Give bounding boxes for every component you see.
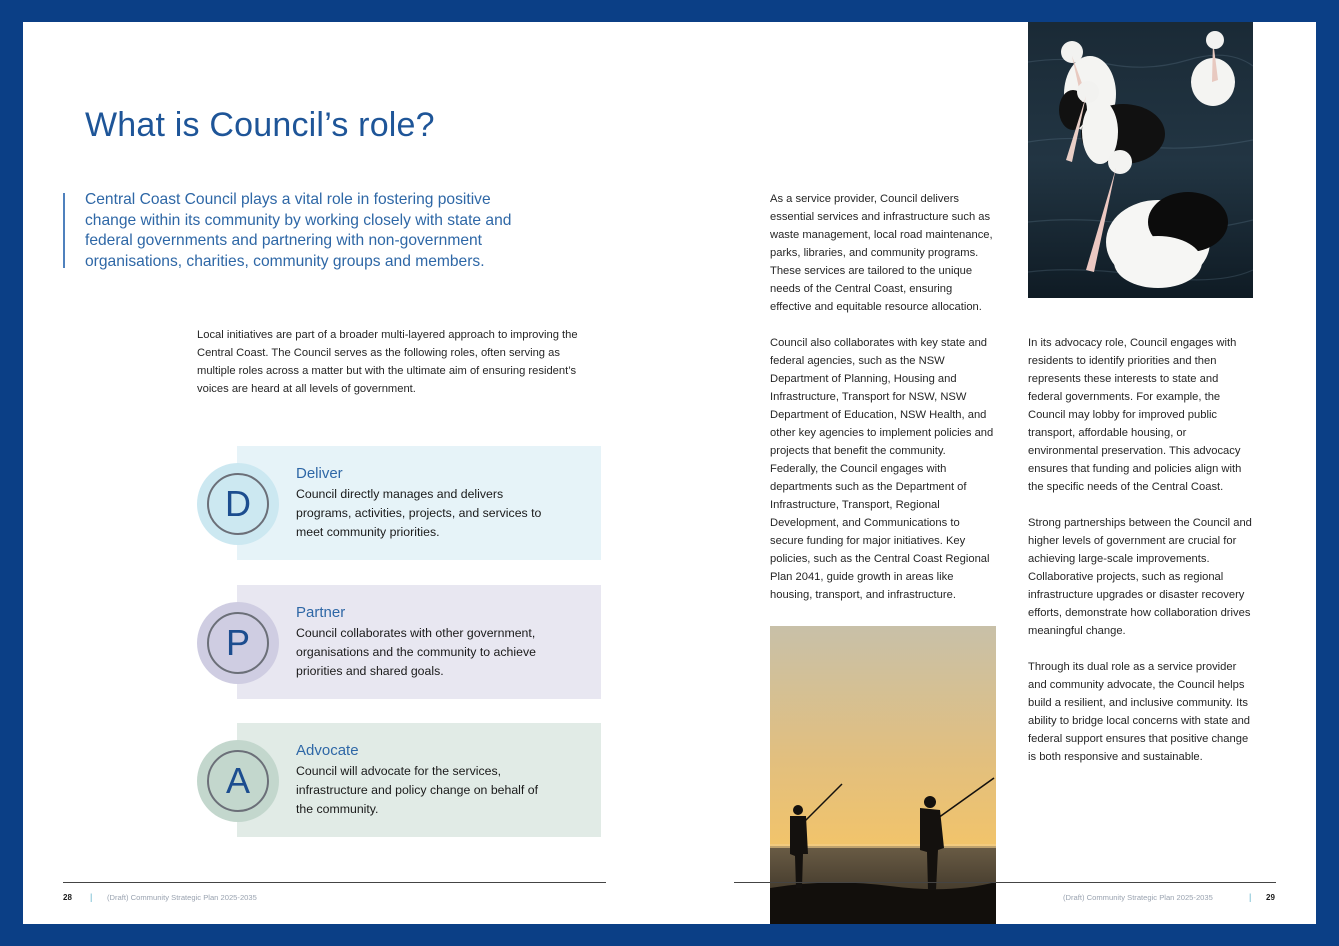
role-name: Partner bbox=[296, 604, 346, 621]
role-letter: A bbox=[207, 750, 269, 812]
advocacy-paragraph: In its advocacy role, Council engages with residents to identify priorities and then represents these interests to state and federal governments. For example, the Council may lobby for improved public transport, affordable housing, or environmental preservation. This advocacy ensures that funding and policies align with the specific needs of the Central Coast. bbox=[1028, 337, 1242, 493]
footer-doc-title: (Draft) Community Strategic Plan 2025-2035 bbox=[107, 893, 257, 902]
collaboration-paragraph: Council also collaborates with key state and federal agencies, such as the NSW Department of Planning, Housing and Infrastructure, Transport for NSW, NSW Department of Education, NSW Health, and other key agencies to implement policies and projects that benefit the community. Federally, the Council engages with departments such as the Department of Infrastructure, Transport, Regional Development, and Communications to secure funding for major initiatives. Key policies, such as the Central Coast Regional Plan 2041, guide growth in areas like housing, transport, and infrastructure. bbox=[770, 337, 994, 601]
page-number-left: 28 bbox=[63, 893, 72, 902]
role-description: Council directly manages and delivers programs, activities, projects, and services to meet community priorities. bbox=[296, 487, 542, 540]
fishermen-photo bbox=[770, 626, 996, 924]
footer-rule-right bbox=[734, 882, 1276, 883]
role-card-deliver bbox=[225, 446, 601, 560]
footer-separator-right: | bbox=[1249, 892, 1252, 902]
pelicans-image bbox=[1028, 22, 1253, 298]
role-circle bbox=[197, 602, 279, 684]
body-paragraph: Local initiatives are part of a broader multi-layered approach to improving the Central Coast. The Council serves as the following roles, often serving as multiple roles across a matter but with the ultimate aim of ensuring resident’s voices are heard at all levels of government. bbox=[197, 329, 578, 395]
footer-separator: | bbox=[90, 892, 93, 902]
page-title: What is Council’s role? bbox=[85, 106, 435, 144]
pelicans-photo bbox=[1028, 22, 1253, 298]
role-name: Advocate bbox=[296, 742, 359, 759]
role-circle bbox=[197, 463, 279, 545]
role-letter: P bbox=[207, 612, 269, 674]
document-spread bbox=[23, 22, 1316, 924]
role-letter: D bbox=[207, 473, 269, 535]
page-number-right: 29 bbox=[1266, 893, 1275, 902]
intro-paragraph: Central Coast Council plays a vital role in fostering positive change within its community by working closely with state and federal governments and partnering with non-government organisations, charities, community groups and members. bbox=[85, 191, 512, 270]
partnerships-paragraph: Strong partnerships between the Council and higher levels of government are crucial for achieving large-scale improvements. Collaborative projects, such as regional infrastructure upgrades or disaster recovery efforts, demonstrate how collaboration drives meaningful change. bbox=[1028, 517, 1252, 637]
role-name: Deliver bbox=[296, 465, 343, 482]
role-card-advocate bbox=[225, 723, 601, 837]
role-description: Council will advocate for the services, infrastructure and policy change on behalf of the community. bbox=[296, 764, 538, 817]
role-card-partner bbox=[225, 585, 601, 699]
role-circle bbox=[197, 740, 279, 822]
service-provider-paragraph: As a service provider, Council delivers essential services and infrastructure such as waste management, local road maintenance, parks, libraries, and community programs. These services are tailored to the unique needs of the Central Coast, ensuring effective and equitable resource allocation. bbox=[770, 193, 993, 313]
footer-rule-left bbox=[63, 882, 606, 883]
dual-role-paragraph: Through its dual role as a service provider and community advocate, the Council helps build a resilient, and inclusive community. Its ability to bridge local concerns with state and federal support ensures that positive change is both responsive and sustainable. bbox=[1028, 661, 1251, 763]
footer-doc-title-right: (Draft) Community Strategic Plan 2025-2035 bbox=[1063, 893, 1213, 902]
fishermen-image bbox=[770, 626, 996, 924]
intro-accent-bar bbox=[63, 193, 65, 268]
role-description: Council collaborates with other government, organisations and the community to achieve priorities and shared goals. bbox=[296, 626, 536, 679]
